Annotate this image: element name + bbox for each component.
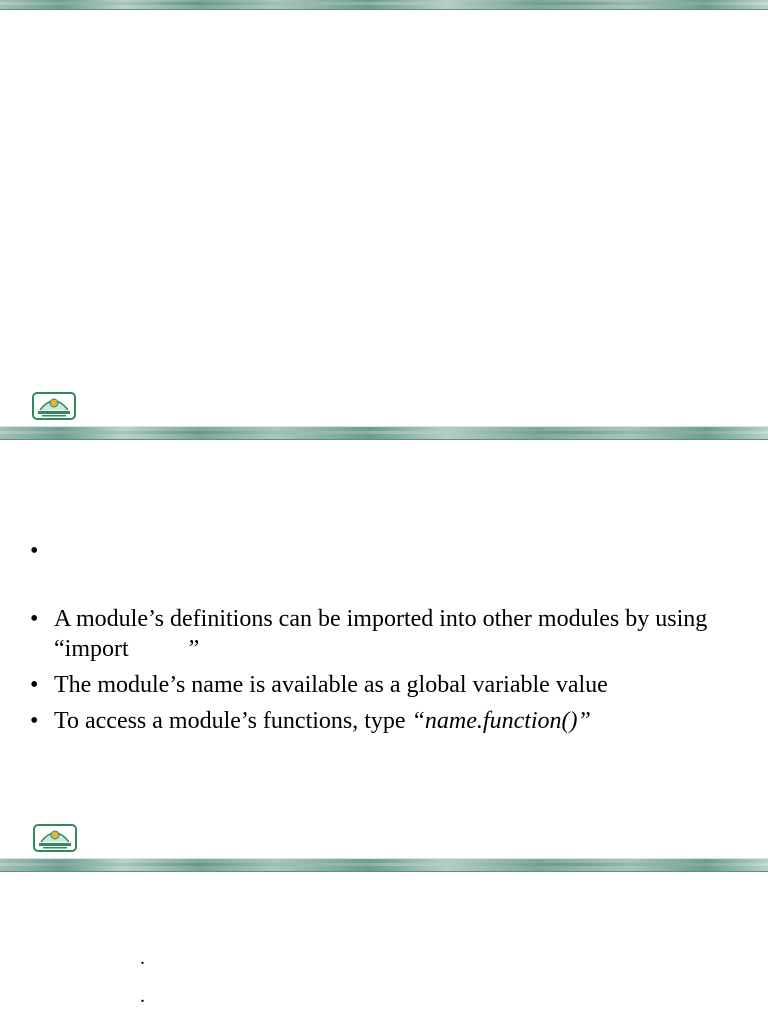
university-crest-logo [33,822,77,852]
bullet-global-name [30,670,730,700]
dot-mark: . [140,947,145,969]
slide-divider-band [0,858,768,872]
bullet-import-text: A module’s definitions can be imported into other modules by using “import [54,606,708,662]
dot-mark: . [140,985,145,1007]
empty-bullet: • [30,538,39,564]
slide-divider-band [0,426,768,440]
top-decorative-band [0,0,768,10]
bullet-global-name-text: The module’s name is available as a global variable value [54,672,608,698]
bullet-import [30,604,730,664]
bullet-import-close-quote: ” [188,636,200,662]
function-syntax: “name.function()” [411,708,591,734]
university-crest-logo [32,390,76,420]
bullet-list [30,604,730,742]
bullet-access-functions-text: To access a module’s functions, type [54,708,406,734]
bullet-access-functions [30,706,730,736]
